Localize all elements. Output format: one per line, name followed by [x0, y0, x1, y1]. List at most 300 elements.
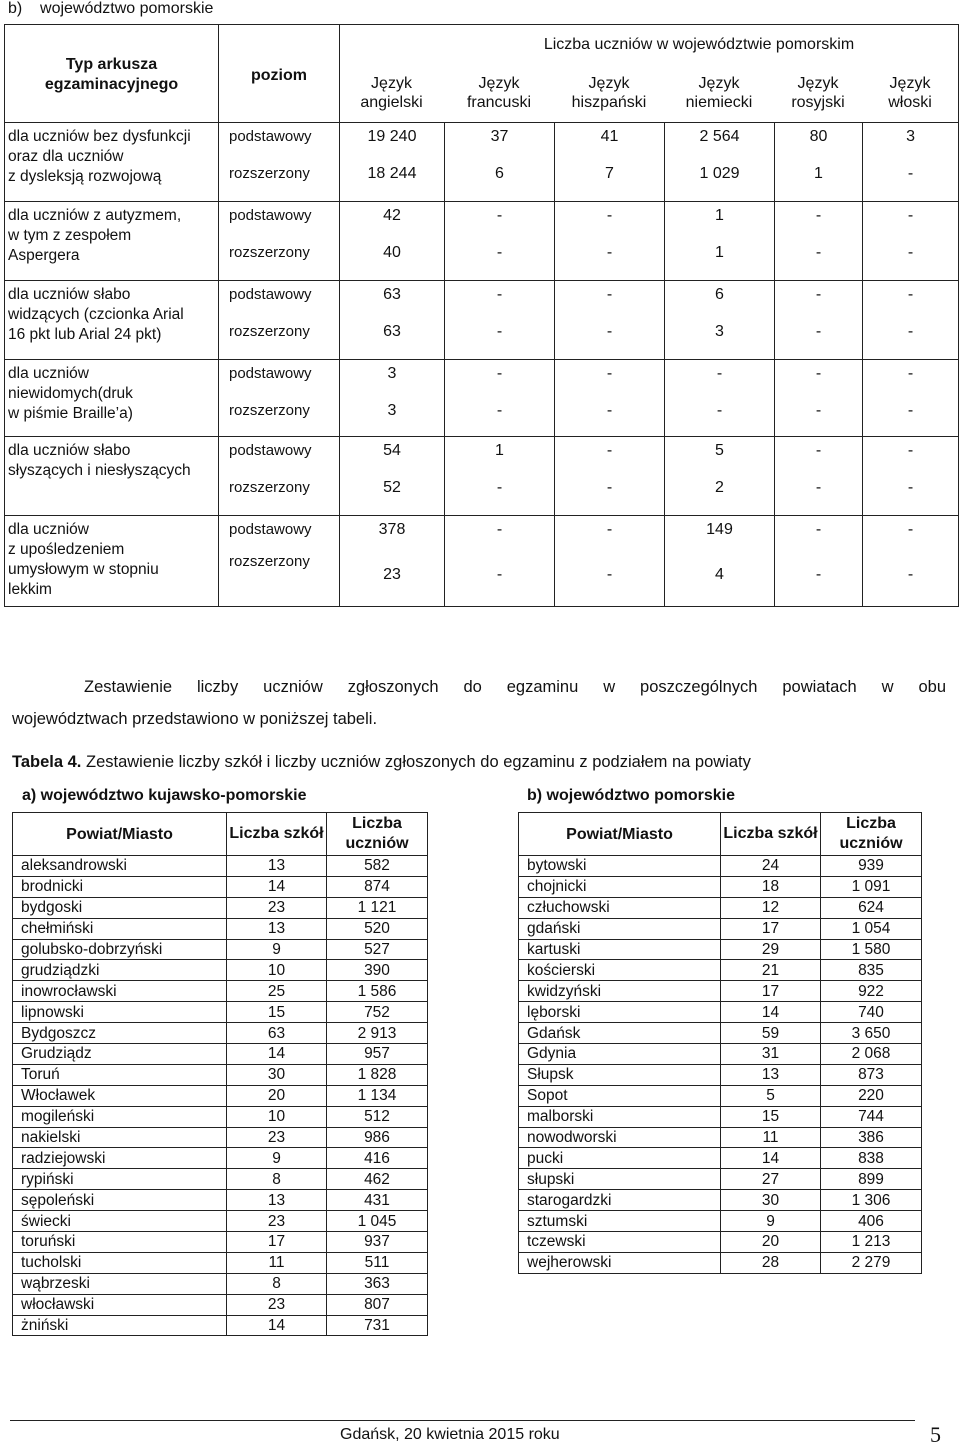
value: 378 [378, 521, 406, 538]
pom-powiat: Słupsk [519, 1064, 721, 1085]
kuj-row [13, 1315, 428, 1336]
kuj-uczniowie: 520 [327, 918, 428, 939]
pom-uczniowie: 744 [821, 1106, 922, 1127]
kuj-uczniowie: 986 [327, 1127, 428, 1148]
group-label [5, 123, 218, 187]
pom-row [519, 939, 922, 960]
pom-szkoly: 31 [721, 1044, 821, 1065]
poziom-cell [219, 437, 340, 516]
value-cell [340, 202, 445, 281]
poziom-label: podstawowy [229, 128, 312, 145]
value-cell [775, 281, 863, 360]
kuj-powiat: Toruń [13, 1064, 227, 1085]
language-header-line1: Język [588, 75, 630, 92]
group-label-cell [5, 281, 219, 360]
value-cell [445, 123, 555, 202]
poziom-cell [219, 360, 340, 437]
group-label-line: Aspergera [8, 247, 80, 264]
kuj-powiat: toruński [13, 1232, 227, 1253]
kuj-szkoly: 9 [227, 939, 327, 960]
pom-row [519, 1127, 922, 1148]
kuj-szkoly: 8 [227, 1273, 327, 1294]
pom-header-uczniowie: Liczba uczniów [821, 813, 922, 856]
kuj-szkoly: 23 [227, 1294, 327, 1315]
pom-uczniowie: 1 213 [821, 1232, 922, 1253]
pom-powiat: lęborski [519, 1002, 721, 1023]
group-row [5, 437, 959, 516]
header-poziom-cell [219, 25, 340, 123]
kuj-row [13, 1273, 428, 1294]
poziom-cell [219, 516, 340, 607]
value: - [815, 442, 822, 459]
pom-powiat: wejherowski [519, 1252, 721, 1273]
pomorskie-table [518, 812, 922, 1274]
pom-row [519, 856, 922, 877]
kuj-szkoly: 25 [227, 981, 327, 1002]
language-header-line1: Język [698, 75, 740, 92]
language-header [862, 74, 958, 112]
pom-row [519, 1064, 922, 1085]
poziom-cell [219, 123, 340, 202]
group-label [5, 437, 218, 481]
language-header-line2: niemiecki [685, 94, 753, 111]
pom-row [519, 1211, 922, 1232]
group-label-line: widzących (czcionka Arial [8, 306, 184, 323]
kuj-row [13, 1232, 428, 1253]
kuj-powiat: mogileński [13, 1106, 227, 1127]
kuj-powiat: żniński [13, 1315, 227, 1336]
value: - [496, 566, 503, 583]
poziom-label: rozszerzony [229, 479, 310, 496]
pom-szkoly: 15 [721, 1106, 821, 1127]
kuj-powiat: grudziądzki [13, 960, 227, 981]
pom-szkoly: 17 [721, 981, 821, 1002]
paragraph-line-1: Zestawienie liczby uczniów zgłoszonych do egzaminu w poszczególnych powiatach w obu [84, 678, 946, 696]
value: 40 [383, 244, 401, 261]
pom-row [519, 918, 922, 939]
kuj-uczniowie: 957 [327, 1044, 428, 1065]
pom-szkoly: 29 [721, 939, 821, 960]
kuj-row [13, 1023, 428, 1044]
table-caption [12, 753, 751, 772]
group-label-cell [5, 123, 219, 202]
kuj-row [13, 1252, 428, 1273]
kuj-szkoly: 14 [227, 1044, 327, 1065]
value: - [496, 286, 503, 303]
pom-header-szkoly: Liczba szkół [721, 813, 821, 856]
kuj-uczniowie: 2 913 [327, 1023, 428, 1044]
value: - [907, 479, 914, 496]
value: - [907, 521, 914, 538]
kuj-szkoly: 14 [227, 1315, 327, 1336]
value: - [716, 402, 723, 419]
value: - [716, 365, 723, 382]
pom-powiat: gdański [519, 918, 721, 939]
value-cell [555, 437, 665, 516]
kuj-powiat: lipnowski [13, 1002, 227, 1023]
language-header-line2: francuski [466, 94, 532, 111]
pom-uczniowie: 922 [821, 981, 922, 1002]
group-row [5, 516, 959, 607]
kuj-powiat: brodnicki [13, 876, 227, 897]
kuj-row [13, 1106, 428, 1127]
kuj-uczniowie: 511 [327, 1252, 428, 1273]
kuj-powiat: chełmiński [13, 918, 227, 939]
group-label-line: w tym z zespołem [8, 227, 132, 244]
group-label-line: dla uczniów z autyzmem, [8, 207, 182, 224]
header-typ: Typ arkusza egzaminacyjnego [44, 56, 179, 93]
group-label-line: z upośledzeniem [8, 541, 125, 558]
group-label [5, 516, 218, 600]
pom-szkoly: 14 [721, 1002, 821, 1023]
pom-powiat: słupski [519, 1169, 721, 1190]
value: 7 [605, 165, 614, 182]
kuj-row [13, 1064, 428, 1085]
pom-row [519, 897, 922, 918]
value: 19 240 [367, 128, 417, 145]
value: - [907, 365, 914, 382]
kuj-szkoly: 13 [227, 856, 327, 877]
value: - [907, 207, 914, 224]
kuj-szkoly: 8 [227, 1169, 327, 1190]
pom-szkoly: 21 [721, 960, 821, 981]
value-cell [665, 123, 775, 202]
poziom-label: rozszerzony [229, 244, 310, 261]
value: - [815, 286, 822, 303]
kuj-row [13, 1085, 428, 1106]
pom-szkoly: 9 [721, 1211, 821, 1232]
pom-uczniowie: 873 [821, 1064, 922, 1085]
pom-header-powiat: Powiat/Miasto [519, 813, 721, 856]
value-cell [775, 123, 863, 202]
pom-powiat: pucki [519, 1148, 721, 1169]
pom-szkoly: 13 [721, 1064, 821, 1085]
kuj-powiat: inowrocławski [13, 981, 227, 1002]
language-header [554, 74, 664, 112]
kuj-powiat: wąbrzeski [13, 1273, 227, 1294]
pom-uczniowie: 1 054 [821, 918, 922, 939]
kuj-uczniowie: 416 [327, 1148, 428, 1169]
group-label-line: lekkim [8, 581, 52, 598]
pom-szkoly: 59 [721, 1023, 821, 1044]
group-label-cell [5, 202, 219, 281]
kuj-row [13, 1169, 428, 1190]
pom-szkoly: 30 [721, 1190, 821, 1211]
language-header-line2: angielski [360, 94, 423, 111]
value: - [496, 365, 503, 382]
value: - [815, 323, 822, 340]
value: - [907, 442, 914, 459]
value: - [907, 165, 914, 182]
language-header-line1: Język [478, 75, 520, 92]
pom-szkoly: 24 [721, 856, 821, 877]
group-label-line: dla uczniów [8, 365, 89, 382]
pom-row [519, 1169, 922, 1190]
kuj-powiat: Bydgoszcz [13, 1023, 227, 1044]
value: - [815, 244, 822, 261]
value: - [496, 323, 503, 340]
pom-uczniowie: 220 [821, 1085, 922, 1106]
pom-row [519, 1085, 922, 1106]
pom-uczniowie: 386 [821, 1127, 922, 1148]
kuj-row [13, 1127, 428, 1148]
pom-row [519, 1148, 922, 1169]
poziom-cell [219, 202, 340, 281]
kuj-row [13, 897, 428, 918]
group-label-line: oraz dla uczniów [8, 148, 124, 165]
kuj-row [13, 981, 428, 1002]
group-label-cell [5, 360, 219, 437]
value: - [606, 286, 613, 303]
kuj-powiat: golubsko-dobrzyński [13, 939, 227, 960]
language-header-line1: Język [371, 75, 412, 92]
pomorskie-title: b) województwo pomorskie [527, 787, 736, 804]
pom-powiat: bytowski [519, 856, 721, 877]
kujawsko-table [12, 812, 428, 1336]
pom-szkoly: 11 [721, 1127, 821, 1148]
pom-row [519, 1190, 922, 1211]
group-label-line: dla uczniów słabo [8, 286, 131, 303]
value-cell [340, 516, 445, 607]
language-header [664, 74, 774, 112]
language-header [444, 74, 554, 112]
pom-row [519, 1106, 922, 1127]
value: 3 [715, 323, 724, 340]
kuj-row [13, 918, 428, 939]
value-cell [775, 202, 863, 281]
kuj-row [13, 939, 428, 960]
kuj-row [13, 1002, 428, 1023]
poziom-label: rozszerzony [229, 402, 310, 419]
kuj-szkoly: 10 [227, 960, 327, 981]
value: - [606, 566, 613, 583]
poziom-label: rozszerzony [229, 165, 310, 182]
poziom-label: podstawowy [229, 207, 312, 224]
kuj-uczniowie: 1 045 [327, 1211, 428, 1232]
value: - [606, 244, 613, 261]
value-cell [555, 202, 665, 281]
kuj-szkoly: 9 [227, 1148, 327, 1169]
kuj-powiat: sępoleński [13, 1190, 227, 1211]
header-poziom: poziom [251, 67, 307, 84]
language-header-line1: Język [797, 75, 839, 92]
value: 63 [383, 323, 401, 340]
value: 5 [715, 442, 724, 459]
kuj-szkoly: 63 [227, 1023, 327, 1044]
kuj-powiat: Grudziądz [13, 1044, 227, 1065]
pom-row [519, 876, 922, 897]
kuj-szkoly: 23 [227, 1127, 327, 1148]
value-cell [340, 437, 445, 516]
value: - [907, 323, 914, 340]
value: - [815, 479, 822, 496]
group-label-line: słyszących i niesłyszących [8, 462, 191, 479]
value: - [496, 402, 503, 419]
value-cell [863, 437, 959, 516]
kuj-szkoly: 14 [227, 876, 327, 897]
group-row [5, 123, 959, 202]
caption-text: Zestawienie liczby szkół i liczby uczniów zgłoszonych do egzaminu z podziałem na powiaty [81, 753, 751, 771]
pom-uczniowie: 740 [821, 1002, 922, 1023]
value: 23 [383, 566, 401, 583]
kuj-uczniowie: 1 134 [327, 1085, 428, 1106]
kuj-row [13, 1294, 428, 1315]
value: 41 [600, 128, 619, 145]
value: 37 [490, 128, 509, 145]
value: 3 [387, 365, 397, 382]
value-cell [863, 123, 959, 202]
kuj-szkoly: 10 [227, 1106, 327, 1127]
pom-szkoly: 20 [721, 1232, 821, 1253]
value: - [907, 402, 914, 419]
pom-row [519, 981, 922, 1002]
value: 1 [715, 207, 724, 224]
pom-row [519, 1232, 922, 1253]
pom-powiat: starogardzki [519, 1190, 721, 1211]
value: - [815, 521, 822, 538]
pom-powiat: człuchowski [519, 897, 721, 918]
pom-powiat: kartuski [519, 939, 721, 960]
kuj-header-uczniowie: Liczba uczniów [327, 813, 428, 856]
value: - [815, 365, 822, 382]
kuj-uczniowie: 1 586 [327, 981, 428, 1002]
language-header-line2: rosyjski [791, 94, 845, 111]
value: - [606, 402, 613, 419]
value-cell [665, 281, 775, 360]
language-header [774, 74, 862, 112]
kuj-powiat: radziejowski [13, 1148, 227, 1169]
value-cell [555, 281, 665, 360]
group-label-cell [5, 516, 219, 607]
group-header: Liczba uczniów w województwie pomorskim [543, 36, 855, 53]
pom-uczniowie: 1 091 [821, 876, 922, 897]
group-row [5, 360, 959, 437]
pom-uczniowie: 1 580 [821, 939, 922, 960]
group-label-line: niewidomych(druk [8, 385, 133, 402]
value-cell [555, 123, 665, 202]
kuj-szkoly: 15 [227, 1002, 327, 1023]
kuj-row [13, 1190, 428, 1211]
kuj-powiat: Włocławek [13, 1085, 227, 1106]
value: - [606, 323, 613, 340]
value: - [907, 566, 914, 583]
kuj-uczniowie: 527 [327, 939, 428, 960]
value-cell [665, 437, 775, 516]
value: - [606, 207, 613, 224]
pom-uczniowie: 1 306 [821, 1190, 922, 1211]
group-label-line: z dysleksją rozwojową [8, 168, 162, 185]
kuj-szkoly: 30 [227, 1064, 327, 1085]
value: 3 [387, 402, 397, 419]
kuj-uczniowie: 752 [327, 1002, 428, 1023]
group-label-line: 16 pkt lub Arial 24 pkt) [8, 326, 162, 343]
poziom-label: podstawowy [229, 365, 312, 382]
value: - [496, 479, 503, 496]
pom-powiat: malborski [519, 1106, 721, 1127]
kuj-uczniowie: 1 121 [327, 897, 428, 918]
value: 54 [383, 442, 401, 459]
poziom-label: podstawowy [229, 521, 312, 538]
group-label-line: w piśmie Braille’a) [8, 405, 133, 422]
pom-uczniowie: 3 650 [821, 1023, 922, 1044]
kuj-uczniowie: 512 [327, 1106, 428, 1127]
kuj-szkoly: 23 [227, 897, 327, 918]
kuj-powiat: rypiński [13, 1169, 227, 1190]
kuj-uczniowie: 431 [327, 1190, 428, 1211]
section-title: b) województwo pomorskie [8, 0, 214, 17]
pom-szkoly: 5 [721, 1085, 821, 1106]
value-cell [340, 123, 445, 202]
value: - [815, 402, 822, 419]
kuj-row [13, 960, 428, 981]
kuj-uczniowie: 807 [327, 1294, 428, 1315]
value-cell [863, 360, 959, 437]
pom-uczniowie: 838 [821, 1148, 922, 1169]
value: - [907, 286, 914, 303]
pom-uczniowie: 624 [821, 897, 922, 918]
value: 3 [906, 128, 915, 145]
kuj-szkoly: 17 [227, 1232, 327, 1253]
value: 1 [495, 442, 504, 459]
value: 2 [715, 479, 724, 496]
kuj-szkoly: 13 [227, 1190, 327, 1211]
pom-powiat: Sopot [519, 1085, 721, 1106]
value: 52 [383, 479, 401, 496]
value-cell [340, 360, 445, 437]
value: - [606, 479, 613, 496]
group-label-line: umysłowym w stopniu [8, 561, 159, 578]
group-label-cell [5, 437, 219, 516]
kuj-row [13, 1211, 428, 1232]
poziom-label: podstawowy [229, 286, 312, 303]
group-label [5, 202, 218, 266]
value-cell [863, 516, 959, 607]
value: 4 [715, 566, 724, 583]
value: 6 [495, 165, 504, 182]
kuj-powiat: włocławski [13, 1294, 227, 1315]
kuj-powiat: nakielski [13, 1127, 227, 1148]
kuj-row [13, 876, 428, 897]
kuj-szkoly: 20 [227, 1085, 327, 1106]
poziom-cell [219, 281, 340, 360]
kuj-uczniowie: 937 [327, 1232, 428, 1253]
pom-uczniowie: 2 279 [821, 1252, 922, 1273]
value-cell [555, 516, 665, 607]
kuj-szkoly: 13 [227, 918, 327, 939]
footer-place-date: Gdańsk, 20 kwietnia 2015 roku [340, 1426, 560, 1443]
kuj-header-szkoly: Liczba szkół [227, 813, 327, 856]
kuj-powiat: tucholski [13, 1252, 227, 1273]
value: - [606, 365, 613, 382]
value: - [606, 521, 613, 538]
group-label [5, 281, 218, 345]
pom-row [519, 1023, 922, 1044]
kuj-powiat: bydgoski [13, 897, 227, 918]
value: - [815, 566, 822, 583]
pom-row [519, 1252, 922, 1273]
footer-rule [10, 1420, 915, 1421]
value: - [496, 244, 503, 261]
pom-szkoly: 17 [721, 918, 821, 939]
pom-powiat: nowodworski [519, 1127, 721, 1148]
pom-powiat: sztumski [519, 1211, 721, 1232]
value-cell [445, 281, 555, 360]
pom-row [519, 1044, 922, 1065]
pom-uczniowie: 939 [821, 856, 922, 877]
value: - [606, 442, 613, 459]
kuj-uczniowie: 462 [327, 1169, 428, 1190]
value-cell [665, 360, 775, 437]
